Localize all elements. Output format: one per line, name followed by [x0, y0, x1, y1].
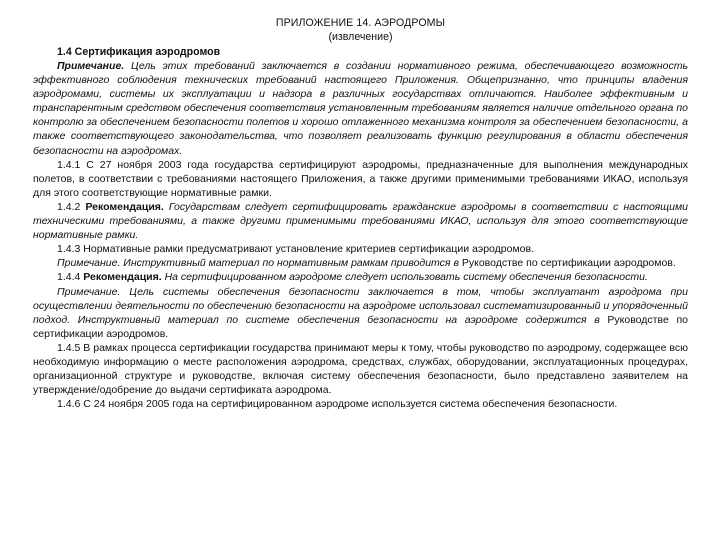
paragraph-1-4-2 [33, 200, 688, 242]
recommendation-label: Рекомендация. [85, 200, 164, 213]
recommendation-label: Рекомендация. [83, 271, 162, 284]
paragraph-1-4-1: 1.4.1 С 27 ноября 2003 года государства сертифицируют аэродромы, предназначенные для выполнения международных полетов, в соответствии с требованиями настоящего Приложения, а также другими применимыми требованиями ИКАО, используя для этого соответствующие нормативные рамки. [33, 158, 688, 199]
note-label: Примечание. [57, 60, 125, 72]
paragraph-1-4-5: 1.4.5 В рамках процесса сертификации государства принимают меры к тому, чтобы руководство по аэродрому, содержащее всю необходимую информацию о месте расположения аэродрома, средствах, службах, оборудовании, эксплуатационных процедурах, организационной структуре и руководстве, включая систему обеспечения безопасности, было представлено заявителем на утверждение/одобрение до выдачи сертификата аэродрома. [33, 341, 688, 397]
section-heading: 1.4 Сертификация аэродромов [57, 46, 221, 58]
note-reference: Руководстве по сертификации аэродромов. [33, 313, 688, 340]
note-paragraph-1 [33, 59, 688, 158]
recommendation-text: Государствам следует сертифицировать гражданские аэродромы в соответствии с настоящими техническими требованиями, а также другими применимыми требованиями ИКАО, используя для этого соответствующие нормативные рамки. [33, 200, 688, 242]
recommendation-text: На сертифицированном аэродроме следует использовать систему обеспечения безопасности. [161, 271, 648, 284]
document-subtitle: (извлечение) [328, 31, 393, 43]
document-title: ПРИЛОЖЕНИЕ 14. АЭРОДРОМЫ [275, 17, 446, 29]
note-text: Цель этих требований заключается в создании нормативного режима, обеспечивающего возможность эффективного соблюдения технических требований настоящего Приложения. Общепризнанно, что принципы владения аэродромами, системы их эксплуатации и надзора в различных государствах отличаются. Наиболее эффективным и транспарентным средством обеспечения соответствия установленным требованиям является наличие отдельного органа по контролю за обеспечением безопасности полетов и хорошо отлаженного механизма контроля за обеспечением безопасности, а также соответствующего законодательства, что позволяет реализовать функцию регулирования в области обеспечения безопасности на аэродромах. [33, 60, 688, 157]
note-text: Примечание. Инструктивный материал по нормативным рамкам приводится в [57, 257, 462, 270]
note-paragraph-2 [33, 256, 688, 270]
note-reference: Руководстве по сертификации аэродромов. [461, 257, 676, 270]
note-text: Примечание. Цель системы обеспечения безопасности заключается в том, чтобы эксплуатант аэродрома при осуществлении деятельности по обеспечению безопасности на аэродроме использовал систематизированный и упорядоченный подход. Инструктивный материал по системе обеспечения безопасности на аэродроме содержится в [33, 285, 688, 326]
paragraph-1-4-6: 1.4.6 С 24 ноября 2005 года на сертифицированном аэродроме используется система обеспечения безопасности. [57, 398, 618, 411]
paragraph-1-4-3: 1.4.3 Нормативные рамки предусматривают установление критериев сертификации аэродромов. [57, 243, 534, 256]
clause-number: 1.4.2 [57, 200, 86, 213]
note-paragraph-3 [33, 285, 688, 341]
paragraph-1-4-4 [33, 270, 688, 284]
clause-number: 1.4.4 [57, 271, 84, 284]
